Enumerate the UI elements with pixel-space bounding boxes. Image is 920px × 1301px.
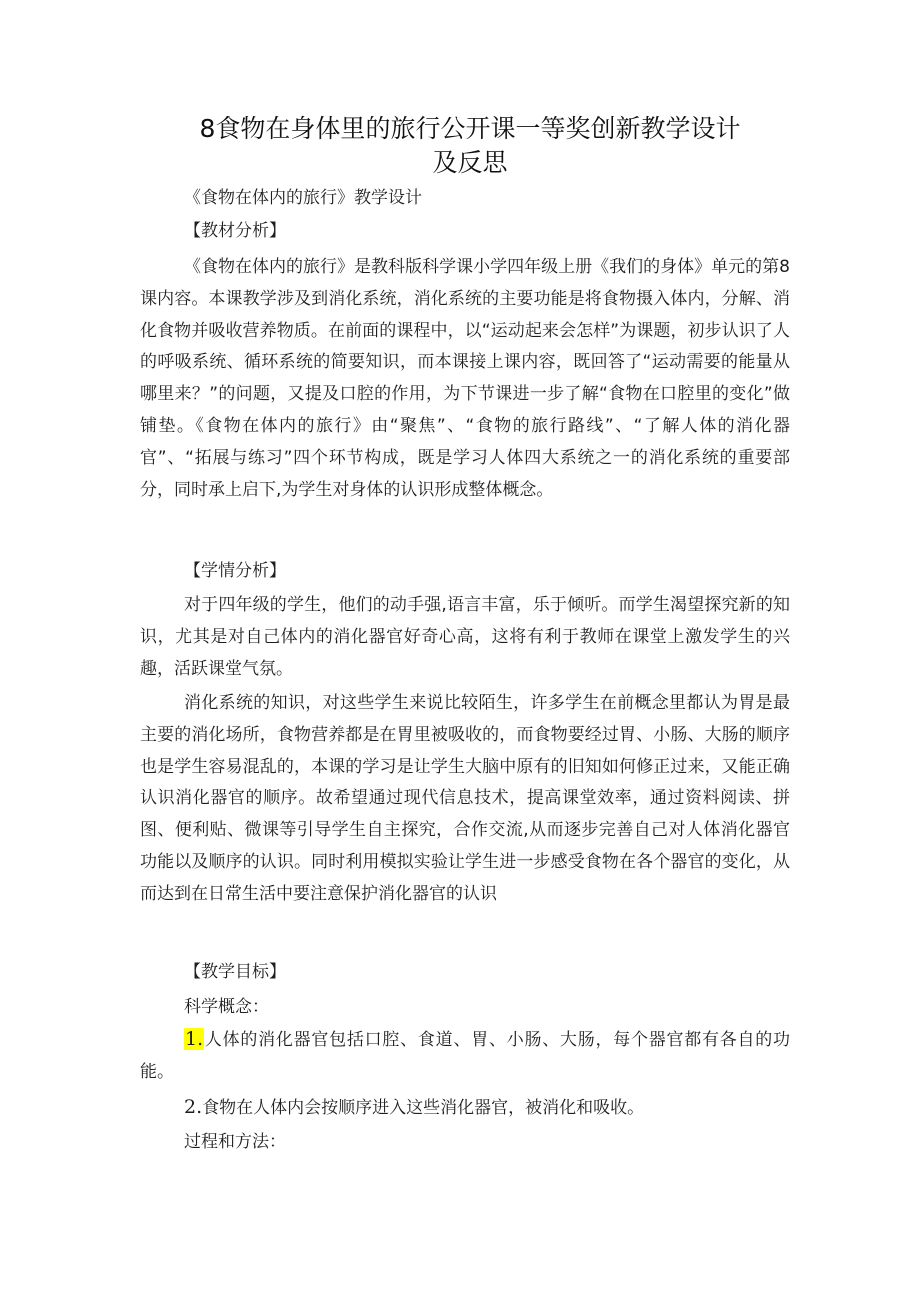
- goal-2-number: 2.: [184, 1096, 203, 1118]
- science-concept-label: 科学概念：: [184, 997, 269, 1017]
- section-heading-student-analysis: 【学情分析】: [184, 561, 286, 581]
- goal-1-text: 人体的消化器官包括口腔、食道、胃、小肠、大肠，每个器官都有各自的功能。: [140, 1030, 790, 1082]
- student-analysis-paragraph-1: 对于四年级的学生，他们的动手强,语言丰富，乐于倾听。而学生渴望探究新的知识，尤其是对自己体内的消化器官好奇心高，这将有利于教师在课堂上激发学生的兴趣，活跃课堂气氛。: [140, 595, 790, 679]
- section-heading-teaching-goals: 【教学目标】: [184, 962, 286, 982]
- lesson-subtitle: 《食物在体内的旅行》教学设计: [184, 188, 422, 208]
- goal-item-1: [140, 1024, 790, 1089]
- student-analysis-paragraph-2: 消化系统的知识，对这些学生来说比较陌生，许多学生在前概念里都认为胃是最主要的消化场所，食物营养都是在胃里被吸收的，而食物要经过胃、小肠、大肠的顺序也是学生容易混乱的，本课的学习是让学生大脑中原有的旧知如何修正过来，又能正确认识消化器官的顺序。故希望通过现代信息技术，提高课堂效率，通过资料阅读、拼图、便利贴、微课等引导学生自主探究，合作交流,从而逐步完善自己对人体消化器官功能以及顺序的认识。同时利用模拟实验让学生进一步感受食物在各个器官的变化，从而达到在日常生活中要注意保护消化器官的认识: [140, 693, 790, 904]
- document-title-line2: 及反思: [432, 148, 508, 177]
- goal-1-number-highlighted: 1.: [185, 1028, 204, 1050]
- document-title-line1: 8食物在身体里的旅行公开课一等奖创新教学设计: [199, 114, 741, 143]
- goal-2-text: 食物在人体内会按顺序进入这些消化器官，被消化和吸收。: [202, 1098, 645, 1118]
- process-and-method-label: 过程和方法：: [184, 1132, 286, 1152]
- section-heading-textbook-analysis: 【教材分析】: [184, 221, 286, 241]
- goal-item-2: [184, 1092, 644, 1123]
- textbook-analysis-paragraph: 《食物在体内的旅行》是教科版科学课小学四年级上册《我们的身体》单元的第8课内容。本课教学涉及到消化系统，消化系统的主要功能是将食物摄入体内，分解、消化食物并吸收营养物质。在前面的课程中，以“运动起来会怎样”为课题，初步认识了人的呼吸系统、循环系统的简要知识，而本课接上课内容，既回答了“运动需要的能量从哪里来？”的问题，又提及口腔的作用，为下节课进一步了解“食物在口腔里的变化”做铺垫。《食物在体内的旅行》由“聚焦”、“食物的旅行路线”、“了解人体的消化器官”、“拓展与练习”四个环节构成，既是学习人体四大系统之一的消化系统的重要部分，同时承上启下,为学生对身体的认识形成整体概念。: [140, 257, 790, 500]
